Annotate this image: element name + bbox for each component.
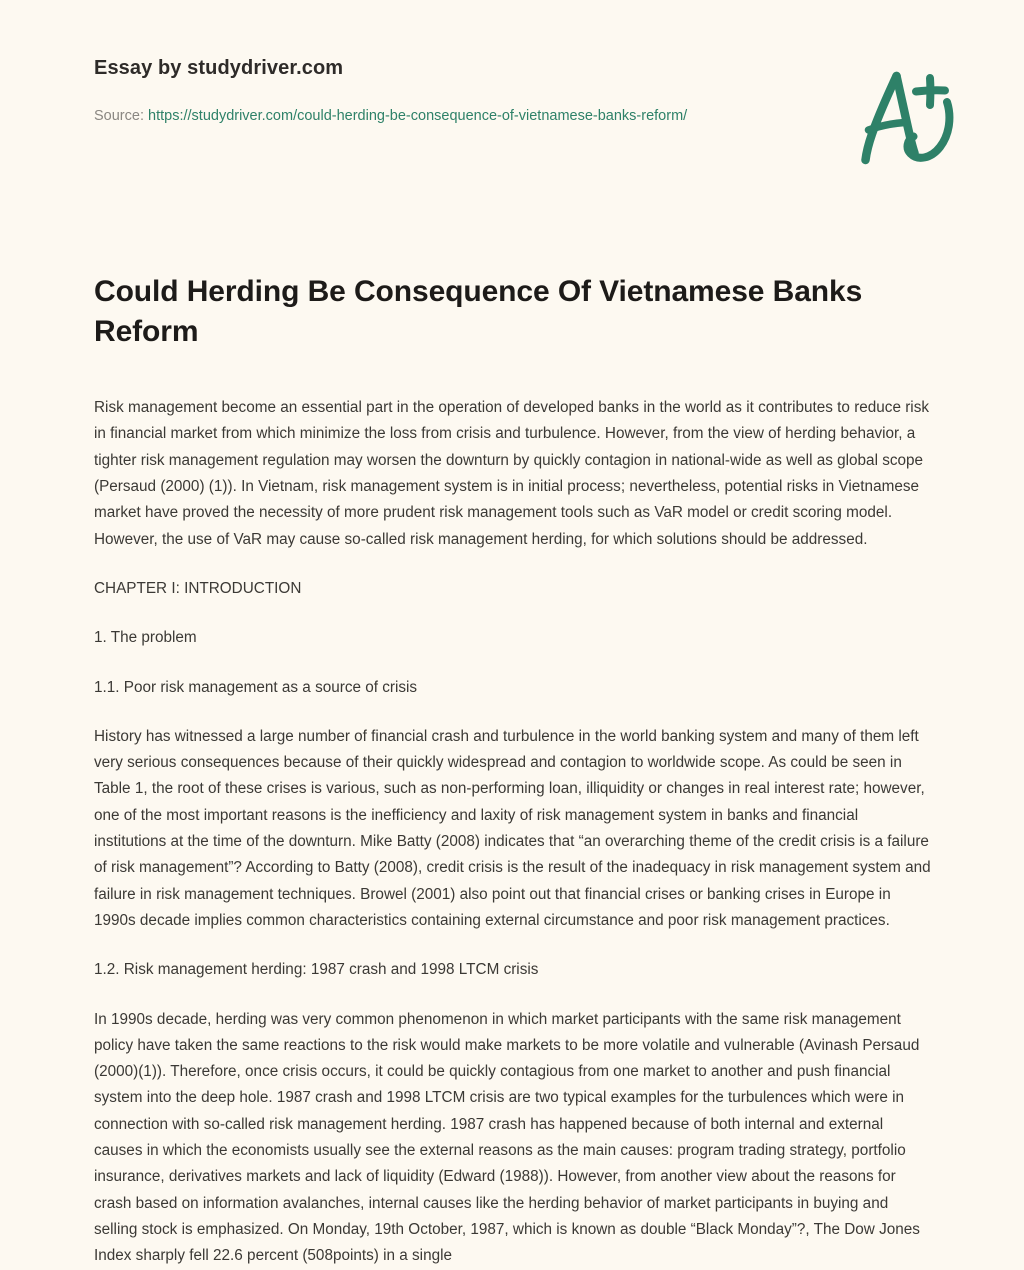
article-paragraph: History has witnessed a large number of financial crash and turbulence in the world banking system and many of them left very serious consequences because of their quickly widespread and contagion to worldwide scope. As could be seen in Table 1, the root of these crises is various, such as non-performing loan, illiquidity or changes in real interest rate; however, one of the most important reasons is the inefficiency and laxity of risk management system in banks and financial institutions at the time of the downturn. Mike Batty (2008) indicates that “an overarching theme of the credit crisis is a failure of risk management”? According to Batty (2008), credit crisis is the result of the inadequacy in risk management system and failure in risk management techniques. Browel (2001) also point out that financial crises or banking crises in Europe in 1990s decade implies common characteristics containing external circumstance and poor risk management practices. [94,727,931,929]
article-paragraph: Risk management become an essential part in the operation of developed banks in the world as it contributes to reduce risk in financial market from which minimize the loss from crisis and turbulence. However, from the view of herding behavior, a tighter risk management regulation may worsen the downturn by quickly contagion in national-wide as well as global scope (Persaud (2000) (1)). In Vietnam, risk management system is in initial process; nevertheless, potential risks in Vietnamese market have proved the necessity of more prudent risk management tools such as VaR model or credit scoring model. However, the use of VaR may cause so-called risk management herding, for which solutions should be addressed. [94,399,930,548]
source-line [94,103,784,130]
source-url-link[interactable]: https://studydriver.com/could-herding-be-consequence-of-vietnamese-banks-reform/ [148,108,688,124]
document-header [94,56,960,176]
a-plus-logo-icon [846,64,970,176]
article-section-heading: 1. The problem [94,629,197,647]
article-section-heading: 1.2. Risk management herding: 1987 crash and 1998 LTCM crisis [94,961,539,979]
article-body [94,395,932,1269]
page-title: Could Herding Be Consequence Of Vietnamese Banks Reform [94,275,863,348]
source-label: Source: [94,108,144,124]
article-paragraph: In 1990s decade, herding was very common phenomenon in which market participants with the same risk management policy have taken the same reactions to the risk would make markets to be more volatile and vulnerable (Avinash Persaud (2000)(1)). Therefore, once crisis occurs, it could be quickly contagious from one market to another and push financial system into the deep hole. 1987 crash and 1998 LTCM crisis are two typical examples for the turbulences which were in connection with so-called risk management herding. 1987 crash has happened because of both internal and external causes in which the economists usually see the external reasons as the main causes: program trading strategy, portfolio insurance, derivatives markets and lack of liquidity (Edward (1988)). However, from another view about the reasons for crash based on information avalanches, internal causes like the herding behavior of market participants in buying and selling stock is emphasized. On Monday, 19th October, 1987, which is known as double “Black Monday”?, The Dow Jones Index sharply fell 22.6 percent (508points) in a single [94,1010,920,1265]
article [94,272,932,1270]
article-section-heading: CHAPTER I: INTRODUCTION [94,579,302,597]
brand-title: Essay by studydriver.com [94,57,344,79]
article-section-heading: 1.1. Poor risk management as a source of crisis [94,678,418,696]
